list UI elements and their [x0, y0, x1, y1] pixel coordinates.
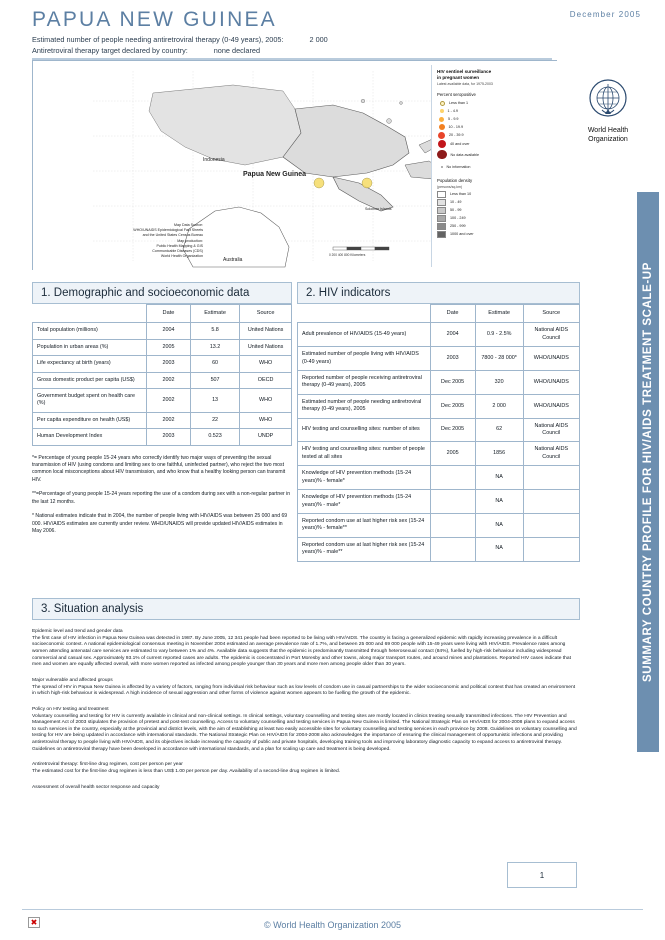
legend-item [437, 107, 546, 115]
close-icon: ✖ [30, 917, 38, 927]
page-number-box [507, 862, 577, 888]
map-label-papua-new-guinea: Papua New Guinea [243, 171, 307, 178]
cell-estimate: 13 [190, 389, 239, 413]
cell-estimate: 13.2 [190, 339, 239, 355]
legend-swatch-icon [437, 191, 446, 198]
who-name-line1: World Health [587, 127, 629, 134]
cell-source: WHO/UNAIDS [523, 394, 579, 418]
table-row [298, 371, 580, 395]
legend-density-heading: Population density [437, 178, 473, 183]
sidebar-banner [637, 192, 659, 752]
legend-density-label: 50 - 99 [450, 208, 462, 212]
legend-seropositive-heading: Percent seropositive [437, 92, 476, 97]
cell-source: WHO/UNAIDS [523, 371, 579, 395]
cell-date [430, 537, 475, 561]
cell-estimate: 0.9 - 2.5% [475, 323, 523, 347]
table-row [298, 347, 580, 371]
cell-source: United Nations [240, 323, 292, 339]
cell-indicator: Human Development Index [33, 429, 147, 445]
table-row [298, 418, 580, 442]
cell-indicator: Estimated number of people living with HIV/AIDS (0-49 years) [298, 347, 431, 371]
cell-source: WHO [240, 389, 292, 413]
situation-paragraph: The spread of HIV in Papua New Guinea is affected by a variety of factors, ranging from individual risk behaviour such as low levels of condom use in casual partnerships to the wider socioeconomic and political context that has created an environment in which high-risk behaviour is widespread. A high incidence of sexual aggression and other forms of violence against women appears to be fuelling the growth of the epidemic. [32, 684, 576, 697]
cell-date: 2003 [146, 429, 190, 445]
legend-density-item [437, 198, 546, 206]
table-row [298, 442, 580, 466]
header-art-target-value: none declared [213, 45, 261, 55]
cell-estimate: 0.523 [190, 429, 239, 445]
demographic-panel [32, 282, 292, 542]
who-emblem-icon [588, 78, 628, 118]
cell-indicator: Government budget spent on health care (%) [33, 389, 147, 413]
cell-indicator: Reported condom use at last higher risk sex (15-24 years)% - male** [298, 537, 431, 561]
table-row [33, 339, 292, 355]
cell-date [430, 490, 475, 514]
legend-density-label: 10 - 49 [450, 200, 462, 204]
cell-indicator: Reported condom use at last higher risk sex (15-24 years)% - female** [298, 513, 431, 537]
cell-source [523, 466, 579, 490]
column-header-date: Date [146, 305, 190, 323]
legend-item [437, 149, 546, 160]
column-header-indicator [33, 305, 147, 323]
cell-estimate: NA [475, 537, 523, 561]
legend-density-subheading: (persons/sq.km) [437, 185, 463, 189]
legend-swatch-icon [437, 215, 446, 222]
legend-item-label: 20 - 39.9 [449, 133, 464, 137]
legend-item-label: 10 - 19.9 [448, 125, 464, 129]
header-art-need-value: 2 000 [309, 35, 328, 44]
cell-indicator: Population in urban areas (%) [33, 339, 147, 355]
cell-source: National AIDS Council [523, 418, 579, 442]
legend-swatch-icon [437, 207, 446, 214]
legend-density-label: 1000 and over [450, 232, 474, 236]
footnote-star: *= Percentage of young people 15-24 years who correctly identify two major ways of preventing the sexual transmission of HIV (using condoms and limiting sex to one faithful, uninfected partner), who reject the two most common local misconceptions about HIV transmission, and who know that a healthy looking person can transmit HIV. [32, 454, 286, 483]
cell-indicator: Estimated number of people needing antiretroviral therapy (0-49 years), 2005 [298, 394, 431, 418]
cell-source [523, 513, 579, 537]
footnote-double-star: **=Percentage of young people 15-24 years reporting the use of a condom during sex with a non-regular partner in the last 12 months. [32, 491, 291, 505]
cell-estimate: 507 [190, 372, 239, 388]
legend-item-label: 1 - 4.9 [447, 109, 458, 113]
map-source-line-0: Map Data Source: [174, 223, 203, 227]
cell-indicator: Knowledge of HIV prevention methods (15-24 years)% - male* [298, 490, 431, 514]
cell-source: WHO/UNAIDS [523, 347, 579, 371]
cell-estimate: NA [475, 513, 523, 537]
header-art-target-row [32, 46, 328, 57]
section-2-title: 2. HIV indicators [297, 282, 580, 304]
legend-item-label: Less than 1 [449, 101, 469, 105]
legend-swatch-icon [437, 199, 446, 206]
map-legend [431, 65, 551, 267]
cell-indicator: HIV testing and counselling sites: number of sites [298, 418, 431, 442]
table-row [298, 323, 580, 347]
column-header-estimate: Estimate [475, 305, 523, 323]
table-row [33, 356, 292, 372]
page-number: 1 [539, 870, 545, 880]
table-row [298, 490, 580, 514]
cell-indicator: Gross domestic product per capita (US$) [33, 372, 147, 388]
cell-date: Dec 2005 [430, 418, 475, 442]
column-header-date: Date [430, 305, 475, 323]
situation-heading: Antiretroviral therapy: first-line drug regimen, cost per person per year [32, 762, 183, 768]
table-row [33, 429, 292, 445]
legend-item-label: No data available [450, 152, 479, 157]
cell-source: OECD [240, 372, 292, 388]
legend-swatch-icon [437, 223, 446, 230]
cell-source: WHO [240, 356, 292, 372]
map-scale-label: 0 200 400 800 Kilometers [329, 253, 366, 257]
situation-heading: Policy on HIV testing and treatment [32, 706, 109, 712]
cell-date: 2005 [146, 339, 190, 355]
legend-dot-icon [438, 132, 445, 139]
legend-dot-icon [439, 117, 444, 122]
cell-date: 2005 [430, 442, 475, 466]
legend-title-line1: HIV sentinel surveillance [437, 69, 492, 74]
legend-density-label: 250 - 999 [450, 224, 466, 228]
legend-item-label: 5 - 9.9 [448, 117, 459, 121]
legend-density-item [437, 190, 546, 198]
map-source-line-5: Communicable Diseases (CDS) [152, 249, 203, 254]
legend-swatch-icon [437, 231, 446, 238]
cell-source: National AIDS Council [523, 442, 579, 466]
cell-indicator: HIV testing and counselling sites: number of people tested at all sites [298, 442, 431, 466]
report-date: December 2005 [569, 10, 641, 19]
legend-dot-icon [437, 150, 447, 160]
cell-date: Dec 2005 [430, 371, 475, 395]
column-header-source: Source [523, 305, 579, 323]
table-header-row [33, 305, 292, 323]
legend-nodata-icon [441, 166, 443, 168]
cell-indicator: Per capita expenditure on health (US$) [33, 412, 147, 428]
cell-date: 2002 [146, 372, 190, 388]
map-source-line-2: and the United States Census Bureau [142, 233, 203, 238]
cell-source: National AIDS Council [523, 323, 579, 347]
table-row [298, 466, 580, 490]
cell-date: Dec 2005 [430, 394, 475, 418]
legend-item [437, 99, 546, 107]
page-title: PAPUA NEW GUINEA [32, 8, 277, 31]
legend-density-label: Less than 10 [450, 192, 472, 196]
map-source-line-1: WHO/UNAIDS Epidemiological Fact Sheets [133, 228, 203, 233]
header-summary [32, 35, 328, 56]
cell-estimate: 2 000 [475, 394, 523, 418]
cell-estimate: 5.8 [190, 323, 239, 339]
situation-heading: Assessment of overall health sector response and capacity [32, 784, 160, 790]
map-source-note [73, 223, 203, 259]
legend-density-item [437, 214, 546, 222]
table-row [298, 513, 580, 537]
cell-source [523, 490, 579, 514]
cell-estimate: 7800 - 28 000* [475, 347, 523, 371]
table-footnotes [32, 455, 292, 536]
who-name-line2: Organization [588, 136, 628, 143]
cell-date [430, 513, 475, 537]
legend-density-item [437, 222, 546, 230]
cell-date: 2003 [146, 356, 190, 372]
hiv-indicators-panel [297, 282, 580, 562]
cell-date: 2004 [430, 323, 475, 347]
cell-estimate: NA [475, 490, 523, 514]
legend-item [437, 123, 546, 131]
situation-paragraph: The estimated cost for the first-line drug regimen is less than US$ 1.00 per person per day. Availability of a second-line drug regimen is limited. [32, 768, 341, 774]
map-panel [32, 60, 557, 270]
demographic-table [32, 304, 292, 446]
who-logo-block [565, 78, 651, 143]
header-art-need-label: Estimated number of people needing antiretroviral therapy (0-49 years), 2005: [32, 35, 284, 44]
cell-date [430, 466, 475, 490]
cell-estimate: 1856 [475, 442, 523, 466]
footer-divider [22, 909, 643, 910]
section-3-title: 3. Situation analysis [32, 598, 580, 620]
cell-estimate: 320 [475, 371, 523, 395]
cell-date: 2002 [146, 389, 190, 413]
cell-estimate: 22 [190, 412, 239, 428]
map-label-indonesia: Indonesia [203, 157, 225, 163]
map-source-line-6: World Health Organization [160, 254, 203, 259]
table-row [33, 389, 292, 413]
cell-indicator: Life expectancy at birth (years) [33, 356, 147, 372]
legend-title-line2: in pregnant women [437, 75, 480, 80]
cell-indicator: Reported number of people receiving antiretroviral therapy (0-49 years), 2005 [298, 371, 431, 395]
situation-heading: Epidemic level and trend and gender data [32, 629, 123, 634]
legend-nodata-label: No information [446, 165, 471, 169]
legend-density-label: 100 - 249 [450, 216, 466, 220]
situation-analysis-panel [32, 598, 580, 791]
legend-subtitle: Latest available data, for 1975-2003 [437, 82, 493, 86]
sidebar-banner-label: SUMMARY COUNTRY PROFILE FOR HIV/AIDS TREATMENT SCALE-UP [642, 262, 654, 682]
legend-density-item [437, 230, 546, 238]
table-row [33, 323, 292, 339]
footnote-national-estimates: * National estimates indicate that in 2004, the number of people living with HIV/AIDS was between 25 000 and 69 000. HIV/AIDS estimates are currently under review. WHO/UNAIDS will provide updated HIV/AIDS estimates in May 2006. [32, 513, 288, 534]
legend-item-label: 40 and over [450, 142, 470, 146]
legend-dot-icon [439, 124, 445, 130]
cell-date: 2003 [430, 347, 475, 371]
table-header-row [298, 305, 580, 323]
header-art-target-label: Antiretroviral therapy target declared by country: [32, 45, 188, 55]
header-art-need-row [32, 35, 328, 46]
map-scale-bar [333, 247, 389, 250]
map-source-line-3: Map production: [177, 238, 203, 243]
situation-analysis-body [32, 629, 580, 791]
cell-estimate: 60 [190, 356, 239, 372]
cell-date: 2004 [146, 323, 190, 339]
cell-source: UNDP [240, 429, 292, 445]
cell-estimate: 62 [475, 418, 523, 442]
legend-dot-icon [440, 101, 445, 106]
cell-estimate: NA [475, 466, 523, 490]
situation-paragraph: Voluntary counselling and testing for HIV is currently available in clinical and non-clinical settings. In clinical settings, voluntary counselling and testing sites are mostly located in clinics treating sexually transmitted infections. The HIV Prevention and Management Act of 2003 stipulates the provision of pretest and post-test counselling. Access to voluntary counselling and testing services in Papua New Guinea is limited. The National Strategic Plan on HIV/AIDS for 2004-2008 plans to expand access to such services in the country, especially at the provincial and district levels, with the aim of establishing at least two easily accessible sites for voluntary counselling and testing services in each province by 2008. Guidelines on voluntary counselling and testing for HIV are being updated in accordance with international standards. The National Strategic Plan on HIV/AIDS for 2004-2008 also acknowledges the importance of ensuring the clinical management of opportunistic infections and providing antiretroviral therapy to people living with HIV/AIDS, and its objectives include increasing the capacity of public and private hospitals, developing training tools and improving laboratory diagnostic capacity to expand access to antiretroviral therapy. Guidelines on antiretroviral therapy have been developed in accordance with international standards, and a plan for scaling up care and treatment is being developed. [32, 713, 577, 752]
map-label-solomon-islands: Solomon Islands [365, 207, 392, 211]
legend-density-item [437, 206, 546, 214]
legend-nodata-row [437, 163, 546, 171]
cell-indicator: Total population (millions) [33, 323, 147, 339]
cell-date: 2002 [146, 412, 190, 428]
cell-source: United Nations [240, 339, 292, 355]
map-source-line-4: Public Health Mapping & GIS [156, 243, 203, 248]
cell-source [523, 537, 579, 561]
cell-indicator: Adult prevalence of HIV/AIDS (15-49 years) [298, 323, 431, 347]
table-row [298, 394, 580, 418]
column-header-estimate: Estimate [190, 305, 239, 323]
column-header-indicator [298, 305, 431, 323]
table-row [33, 372, 292, 388]
situation-heading: Major vulnerable and affected groups [32, 677, 113, 683]
map-label-australia: Australia [223, 257, 243, 263]
cell-source: WHO [240, 412, 292, 428]
hiv-indicators-table [297, 304, 580, 562]
column-header-source: Source [240, 305, 292, 323]
legend-item [437, 115, 546, 123]
legend-item [437, 131, 546, 139]
section-1-title: 1. Demographic and socioeconomic data [32, 282, 292, 304]
table-row [298, 537, 580, 561]
legend-dot-icon [438, 140, 447, 149]
legend-item [437, 139, 546, 149]
copyright-notice: © World Health Organization 2005 [263, 920, 402, 930]
cell-indicator: Knowledge of HIV prevention methods (15-24 years)% - female* [298, 466, 431, 490]
legend-dot-icon [440, 109, 444, 113]
situation-paragraph: The first case of HIV infection in Papua New Guinea was detected in 1987. By June 2005, 12 341 people had been reported to be living with HIV/AIDS. The country is facing a generalized epidemic with rapidly increasing prevalence in a difficult socioeconomic context. A national epidemiological consensus meeting in November 2004 estimated an average prevalence rate of 1.7%, and between 25 000 and 69 000 people with 15-49 years were living with HIV/AIDS. Prevalence rates among women attending antenatal care services are estimated to vary between 1% and 4%. Available data suggests that the epidemic is predominantly transmitted through heterosexual contact (84%), fuelled by high-risk behaviour including widespread commercial and casual sex. Approximately 93.1% of current reported cases are adults. The epidemic is concentrated in Port Moresby and other towns, along major transport routes, and around mines and plantations. Reported HIV cases indicate that men and women are equally affected overall, with more women reported as infected among people younger than 30 years and more men among people older than 30 years. [32, 635, 571, 668]
table-row [33, 412, 292, 428]
